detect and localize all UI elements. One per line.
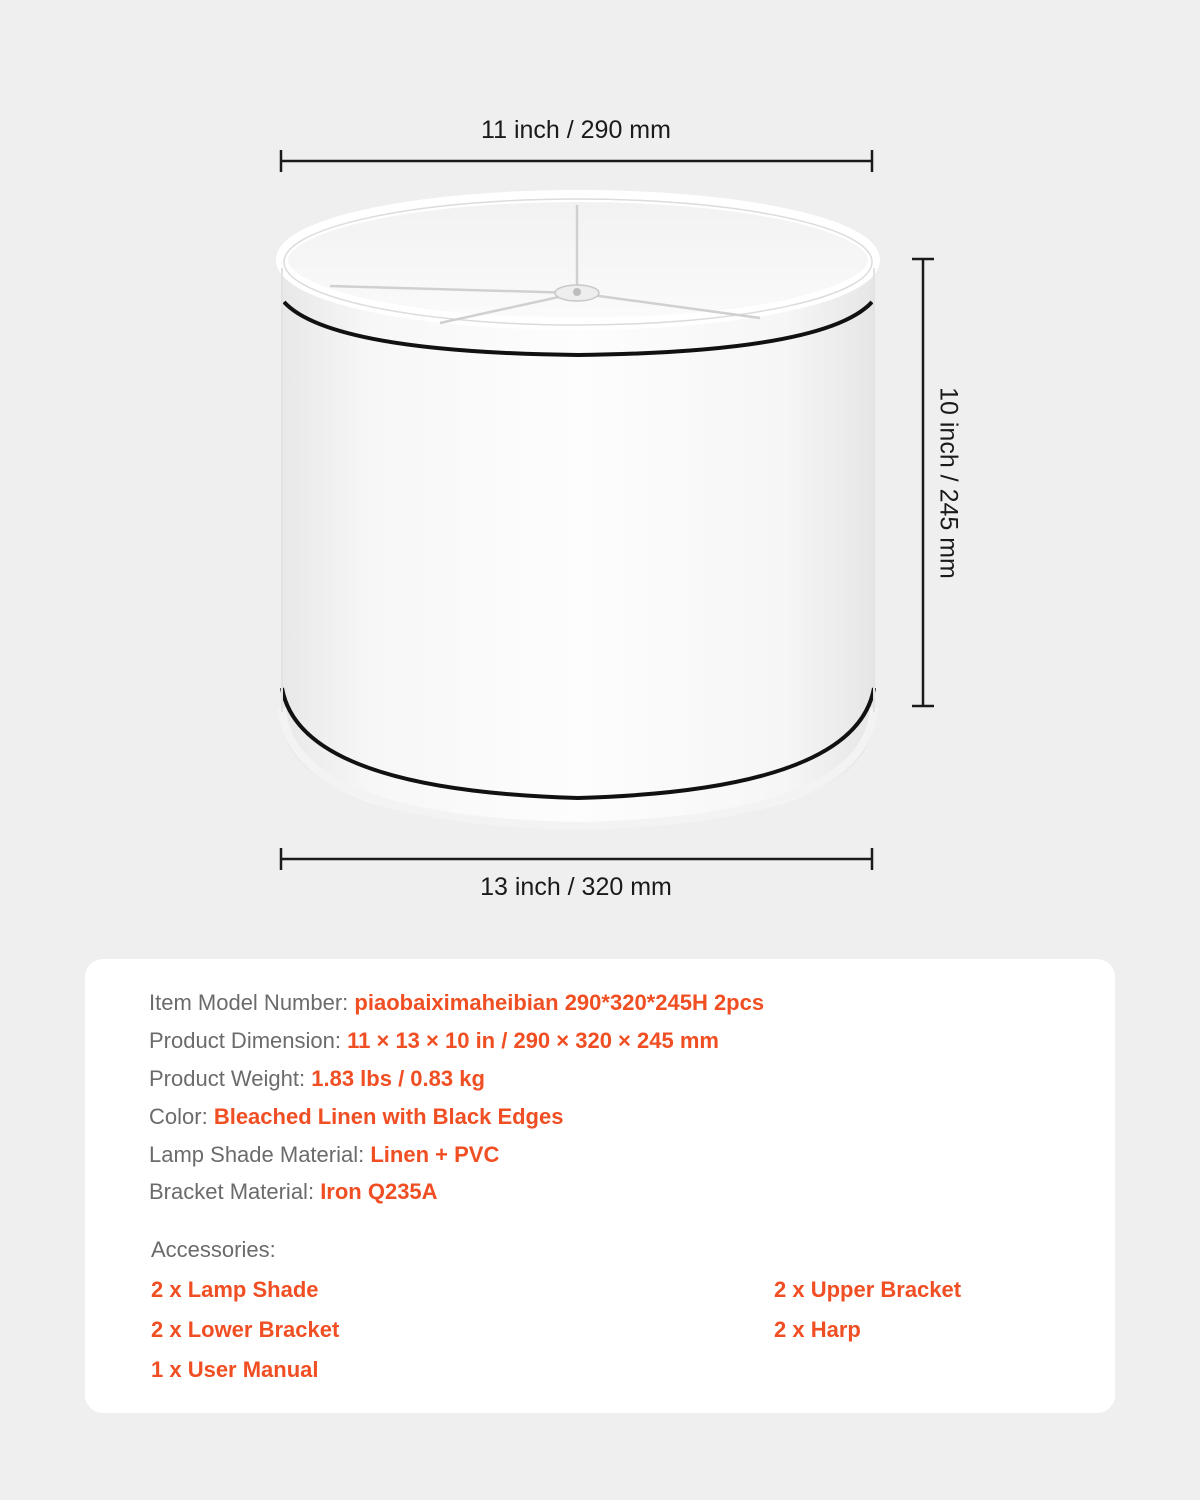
spec-value: 11 × 13 × 10 in / 290 × 320 × 245 mm (347, 1028, 719, 1053)
spec-card (85, 959, 1115, 1413)
spec-label: Item Model Number: (149, 990, 349, 1015)
accessory-item: 1 x User Manual (151, 1357, 319, 1382)
accessory-item: 2 x Lamp Shade (151, 1277, 319, 1302)
spec-row-model (149, 988, 764, 1018)
spec-value: piaobaiximaheibian 290*320*245H 2pcs (354, 990, 765, 1015)
spec-value: Linen + PVC (370, 1142, 500, 1167)
spec-value: Iron Q235A (320, 1179, 438, 1204)
spec-row-color (149, 1102, 563, 1132)
accessories-title: Accessories: (151, 1237, 276, 1262)
spec-value: 1.83 lbs / 0.83 kg (311, 1066, 485, 1091)
spec-label: Lamp Shade Material: (149, 1142, 365, 1167)
spec-label: Bracket Material: (149, 1179, 315, 1204)
spec-row-bracket-material (149, 1177, 438, 1207)
accessory-item: 2 x Harp (774, 1317, 861, 1342)
spec-row-dimension (149, 1026, 719, 1056)
accessory-item: 2 x Upper Bracket (774, 1277, 962, 1302)
bottom-width-label: 13 inch / 320 mm (480, 873, 672, 901)
bottom-dimension-line (281, 848, 872, 870)
lamp-shade-body (282, 196, 874, 826)
height-label: 10 inch / 245 mm (934, 387, 963, 579)
spec-label: Product Weight: (149, 1066, 306, 1091)
spec-row-weight (149, 1064, 485, 1094)
height-dimension-line (912, 259, 934, 706)
spec-value: Bleached Linen with Black Edges (213, 1104, 564, 1129)
spec-label: Color: (149, 1104, 208, 1129)
spec-label: Product Dimension: (149, 1028, 341, 1053)
top-dimension-line (281, 150, 872, 172)
accessory-item: 2 x Lower Bracket (151, 1317, 340, 1342)
spec-row-shade-material (149, 1140, 499, 1170)
top-width-label: 11 inch / 290 mm (481, 116, 671, 144)
